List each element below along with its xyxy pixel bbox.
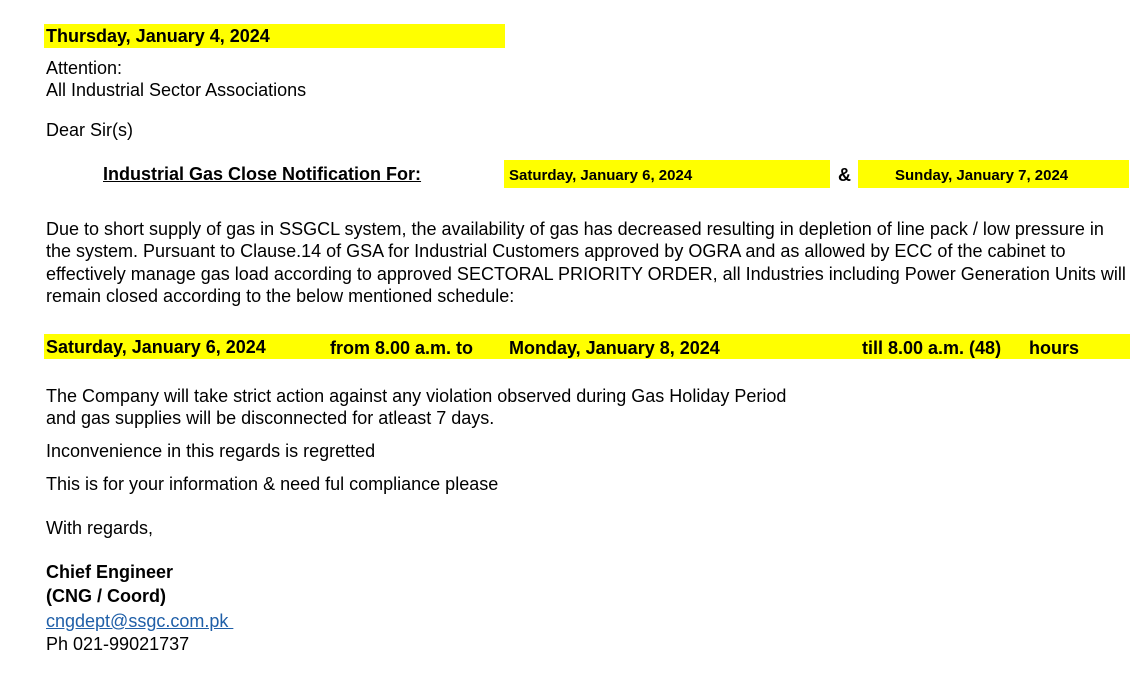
schedule-end-date: Monday, January 8, 2024 (509, 338, 720, 358)
attention-label: Attention: (46, 58, 123, 78)
notification-date1: Saturday, January 6, 2024 (509, 167, 693, 184)
schedule-start-date: Saturday, January 6, 2024 (46, 337, 266, 357)
signature-title: Chief Engineer (46, 562, 174, 582)
signature-dept: (CNG / Coord) (46, 586, 166, 606)
schedule-from-text: from 8.00 a.m. to (330, 338, 474, 358)
schedule-till-text: till 8.00 a.m. (48) (862, 338, 1002, 358)
compliance-text: This is for your information & need ful compliance please (46, 474, 499, 494)
warning-line-1: The Company will take strict action against any violation observed during Gas Holiday Period (46, 386, 787, 406)
header-date: Thursday, January 4, 2024 (46, 26, 270, 46)
signature-phone: Ph 021-99021737 (46, 634, 190, 654)
closing-text: With regards, (46, 518, 154, 538)
notification-title: Industrial Gas Close Notification For: (103, 164, 422, 184)
salutation: Dear Sir(s) (46, 120, 134, 140)
notification-date2: Sunday, January 7, 2024 (895, 167, 1069, 184)
regret-text: Inconvenience in this regards is regretted (46, 441, 376, 461)
schedule-hours-text: hours (1029, 338, 1080, 358)
attention-recipient: All Industrial Sector Associations (46, 80, 307, 100)
body-paragraph: Due to short supply of gas in SSGCL system, the availability of gas has decreased resulting in depletion of line pack / low pressure in the system. Pursuant to Clause.14 of GSA for Industrial Customers approved by OGRA and as allowed by ECC of the cabinet to effectively manage gas load according to approved SECTORAL PRIORITY ORDER, all Industries including Power Generation Units will remain closed according to the below mentioned schedule: (46, 219, 1126, 306)
notification-ampersand: & (838, 165, 851, 185)
signature-email-link[interactable]: cngdept@ssgc.com.pk (46, 611, 234, 631)
warning-line-2: and gas supplies will be disconnected for atleast 7 days. (46, 408, 495, 428)
